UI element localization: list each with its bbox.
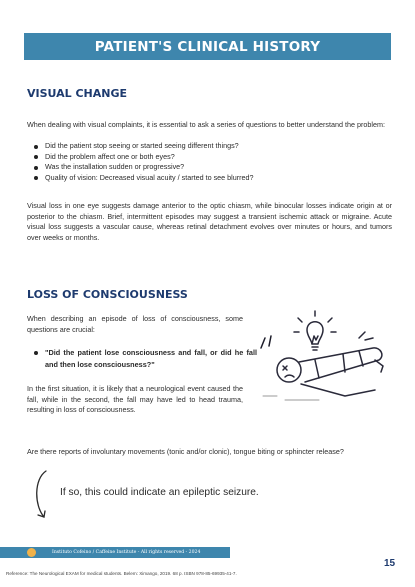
curved-arrow-icon <box>32 469 56 521</box>
section-title-loss-of-consciousness: LOSS OF CONSCIOUSNESS <box>27 288 188 301</box>
reference-note: Reference: The Neurological EXAM for medical students. Belem: Ximango, 2019. 68 p. ISBN 978-85-69935-41-7. <box>6 571 237 576</box>
loc-intro: When describing an episode of loss of consciousness, some questions are crucial: <box>27 314 243 334</box>
loc-explanation: In the first situation, it is likely that a neurological event caused the fall, while in the second, the fall may have led to head trauma, resulting in loss of consciousness. <box>27 384 243 414</box>
seizure-note: If so, this could indicate an epileptic seizure. <box>60 487 259 498</box>
list-item: Did the patient stop seeing or started seeing different things? <box>31 141 254 152</box>
section-title-visual-change: VISUAL CHANGE <box>27 87 128 100</box>
loc-movements-question: Are there reports of involuntary movements (tonic and/or clonic), tongue biting or sphincter release? <box>27 447 344 456</box>
page-number: 15 <box>384 558 396 569</box>
page-title: PATIENT'S CLINICAL HISTORY <box>24 33 391 60</box>
visual-change-body: Visual loss in one eye suggests damage anterior to the optic chiasm, while binocular losses indicate origin at or posterior to the chiasm. Brief, intermittent episodes may suggest a transient ischemic attack or migraine. Acute visual loss suggests a vascular cause, whereas retinal detachment evolves over minutes or hours, and tumors over weeks or months. <box>27 201 392 242</box>
fainting-person-with-lightbulb-icon <box>255 300 395 415</box>
visual-change-intro: When dealing with visual complaints, it is essential to ask a series of questions to better understand the problem: <box>27 120 385 129</box>
loc-key-question: "Did the patient lose consciousness and fall, or did he fall and then lose consciousness?" <box>45 348 257 369</box>
footer-copyright: Instituto Cofeino / Caffeine Institute - All rights reserved - 2024 <box>52 550 201 555</box>
caffeine-institute-logo-icon <box>27 548 36 557</box>
visual-change-question-list <box>31 141 254 183</box>
list-item: Was the installation sudden or progressive? <box>31 162 254 173</box>
list-item: Did the problem affect one or both eyes? <box>31 152 254 163</box>
list-item: Quality of vision: Decreased visual acuity / started to see blurred? <box>31 173 254 184</box>
